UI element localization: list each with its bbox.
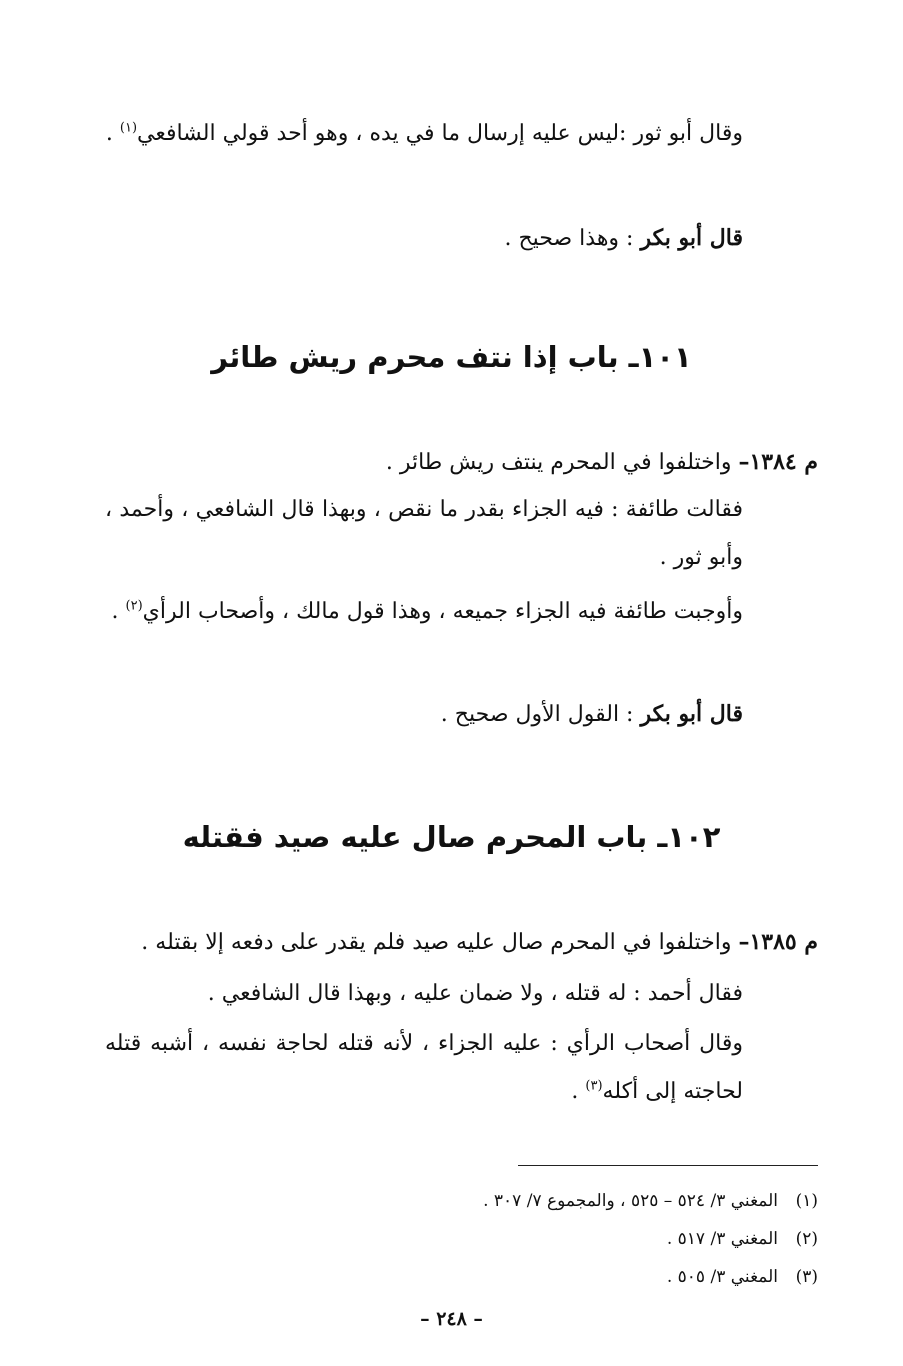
footnote-ref-1: (١) bbox=[119, 120, 138, 136]
footnote-number: (١) bbox=[795, 1191, 818, 1211]
paragraph-end: . bbox=[105, 121, 120, 146]
paragraph-text: فقال أحمد : له قتله ، ولا ضمان عليه ، وبهذا قال الشافعي . bbox=[207, 981, 743, 1006]
issue-text: واختلفوا في المحرم ينتف ريش طائر . bbox=[385, 450, 739, 475]
paragraph-first-opinion bbox=[105, 486, 743, 582]
paragraph-second-opinion bbox=[105, 588, 743, 636]
page-number: – ٢٤٨ – bbox=[420, 1308, 483, 1330]
paragraph-text: وقال أبو ثور :ليس عليه إرسال ما في يده ، وهو أحد قولي الشافعي bbox=[137, 121, 743, 146]
paragraph-end: . bbox=[571, 1079, 586, 1104]
speaker-label: قال أبو بكر bbox=[640, 225, 743, 251]
issue-1384 bbox=[105, 438, 818, 487]
issue-text: واختلفوا في المحرم صال عليه صيد فلم يقدر على دفعه إلا بقتله . bbox=[141, 930, 739, 955]
paragraph-text: : القول الأول صحيح . bbox=[440, 702, 641, 727]
issue-1385 bbox=[105, 918, 818, 967]
paragraph-abu-bakr-2 bbox=[105, 690, 743, 739]
footnote-text: المغني ٣/ ٥٢٤ – ٥٢٥ ، والمجموع ٧/ ٣٠٧ . bbox=[483, 1191, 778, 1211]
footnote-item bbox=[105, 1258, 818, 1296]
paragraph-abu-thawr bbox=[105, 110, 743, 158]
footnote-text: المغني ٣/ ٥١٧ . bbox=[666, 1229, 778, 1249]
footnotes-list bbox=[105, 1182, 818, 1296]
issue-number: م ١٣٨٥– bbox=[738, 929, 818, 955]
chapter-heading-102: ١٠٢ـ باب المحرم صال عليه صيد فقتله bbox=[182, 820, 721, 854]
paragraph-text: : وهذا صحيح . bbox=[504, 226, 641, 251]
issue-number: م ١٣٨٤– bbox=[738, 449, 818, 475]
paragraph-ahmad-opinion bbox=[105, 970, 743, 1018]
speaker-label: قال أبو بكر bbox=[640, 701, 743, 727]
paragraph-text: فقالت طائفة : فيه الجزاء بقدر ما نقص ، وبهذا قال الشافعي ، وأحمد ، وأبو ثور . bbox=[105, 497, 743, 570]
footnote-ref-3: (٣) bbox=[585, 1078, 603, 1094]
paragraph-text: وأوجبت طائفة فيه الجزاء جميعه ، وهذا قول مالك ، وأصحاب الرأي bbox=[142, 599, 743, 624]
chapter-heading-101: ١٠١ـ باب إذا نتف محرم ريش طائر bbox=[211, 340, 692, 374]
footnote-item bbox=[105, 1182, 818, 1220]
paragraph-abu-bakr-1 bbox=[105, 214, 743, 263]
paragraph-end: . bbox=[111, 599, 126, 624]
paragraph-ahl-al-ray-opinion bbox=[105, 1020, 743, 1116]
footnote-ref-2: (٢) bbox=[125, 598, 143, 614]
paragraph-text: وقال أصحاب الرأي : عليه الجزاء ، لأنه قتله لحاجة نفسه ، أشبه قتله لحاجته إلى أكله bbox=[105, 1031, 743, 1104]
footnote-number: (٣) bbox=[795, 1267, 818, 1287]
footnote-number: (٢) bbox=[795, 1229, 818, 1249]
footnote-item bbox=[105, 1220, 818, 1258]
footnote-text: المغني ٣/ ٥٠٥ . bbox=[666, 1267, 778, 1287]
footnote-divider bbox=[518, 1165, 818, 1166]
